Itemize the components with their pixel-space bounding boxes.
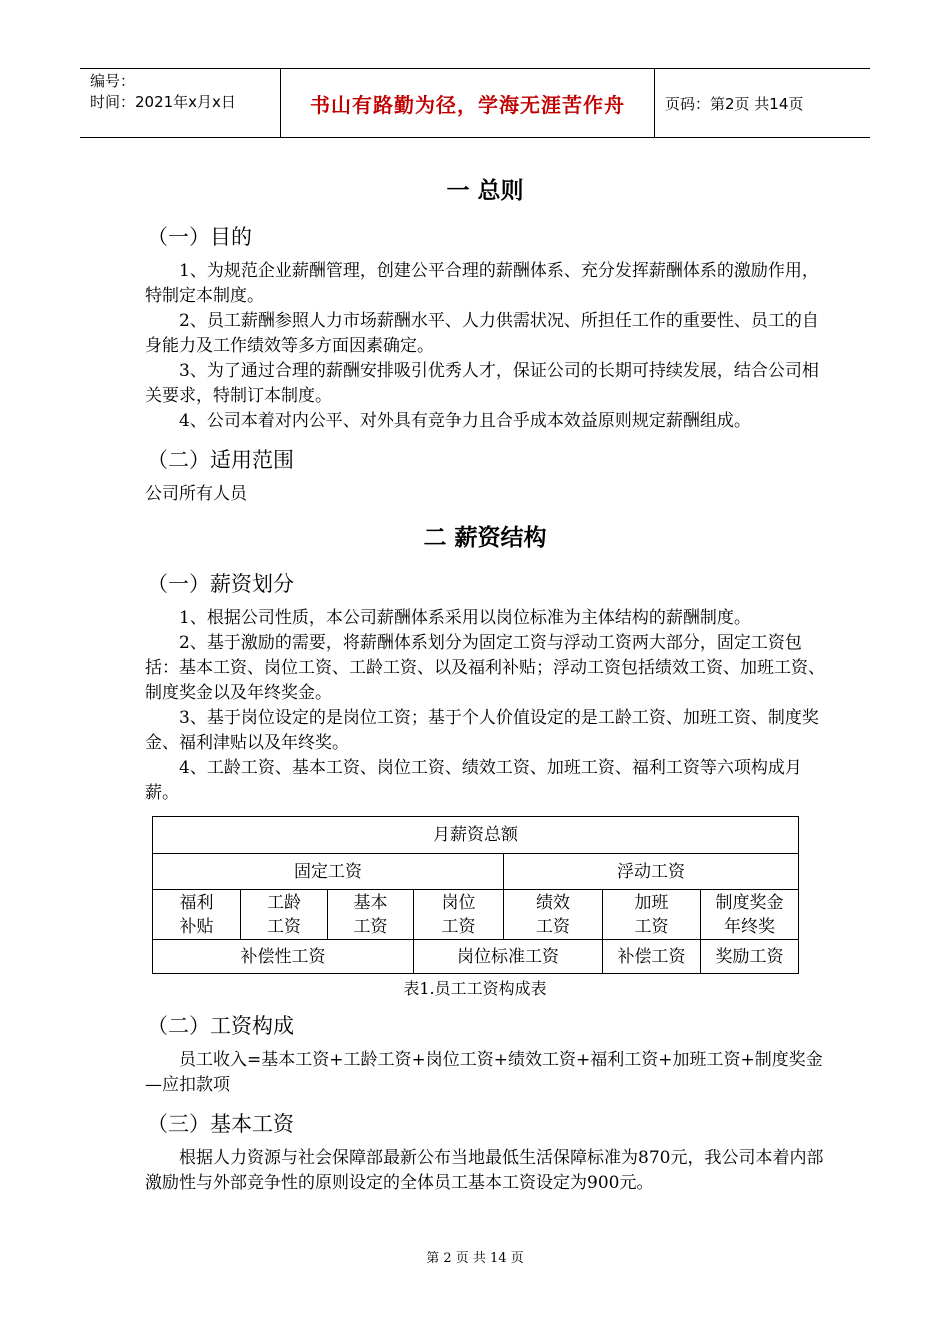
paragraph: 1、根据公司性质，本公司薪酬体系采用以岗位标准为主体结构的薪酬制度。 bbox=[179, 608, 751, 628]
doc-time-label: 时间：2021年x月x日 bbox=[90, 93, 236, 111]
paragraph: 2、基于激励的需要，将薪酬体系划分为固定工资与浮动工资两大部分，固定工资包括：基本工资、岗位工资、工龄工资、以及福利补贴；浮动工资包括绩效工资、加班工资、制度奖金以及年终奖金。 bbox=[145, 633, 825, 703]
header-meta bbox=[80, 69, 281, 137]
table-cell-category: 补偿性工资 bbox=[153, 940, 414, 974]
document-header bbox=[80, 68, 870, 138]
table-cell-category: 奖励工资 bbox=[701, 940, 799, 974]
subsection-title-salary-division: （一）薪资划分 bbox=[147, 572, 294, 596]
section-title-salary-structure: 二 薪资结构 bbox=[423, 525, 547, 551]
table-header-total: 月薪资总额 bbox=[153, 817, 799, 854]
table-cell-item: 制度奖金 年终奖 bbox=[701, 890, 799, 940]
subsection-title-scope: （二）适用范围 bbox=[147, 448, 294, 472]
doc-number-label: 编号： bbox=[90, 72, 136, 90]
table-cell-item: 绩效 工资 bbox=[504, 890, 603, 940]
paragraph: 员工收入=基本工资+工龄工资+岗位工资+绩效工资+福利工资+加班工资+制度奖金—应扣款项 bbox=[145, 1050, 823, 1095]
document-body bbox=[145, 160, 825, 806]
subsection-title-salary-composition: （二）工资构成 bbox=[147, 1014, 294, 1038]
table-cell-item: 基本 工资 bbox=[328, 890, 414, 940]
document-body-continued bbox=[145, 1010, 825, 1196]
section-title-general: 一 总则 bbox=[446, 178, 524, 204]
table-cell-item: 加班 工资 bbox=[603, 890, 701, 940]
table-cell-item: 工龄 工资 bbox=[241, 890, 328, 940]
table-header-fixed: 固定工资 bbox=[153, 854, 504, 890]
paragraph: 2、员工薪酬参照人力市场薪酬水平、人力供需状况、所担任工作的重要性、员工的自身能力及工作绩效等多方面因素确定。 bbox=[145, 311, 819, 356]
table-cell-item: 福利 补贴 bbox=[153, 890, 241, 940]
paragraph: 1、为规范企业薪酬管理，创建公平合理的薪酬体系、充分发挥薪酬体系的激励作用，特制定本制度。 bbox=[145, 261, 819, 306]
subsection-title-purpose: （一）目的 bbox=[147, 225, 252, 249]
page-footer: 第 2 页 共 14 页 bbox=[426, 1251, 524, 1266]
header-motto: 书山有路勤为径，学海无涯苦作舟 bbox=[281, 69, 655, 137]
paragraph: 根据人力资源与社会保障部最新公布当地最低生活保障标准为870元，我公司本着内部激励性与外部竞争性的原则设定的全体员工基本工资设定为900元。 bbox=[145, 1148, 824, 1193]
table-caption: 表1.员工工资构成表 bbox=[403, 979, 547, 998]
paragraph: 3、为了通过合理的薪酬安排吸引优秀人才，保证公司的长期可持续发展，结合公司相关要求，特制订本制度。 bbox=[145, 361, 819, 406]
paragraph: 4、工龄工资、基本工资、岗位工资、绩效工资、加班工资、福利工资等六项构成月薪。 bbox=[145, 758, 802, 803]
subsection-title-basic-salary: （三）基本工资 bbox=[147, 1112, 294, 1136]
paragraph: 4、公司本着对内公平、对外具有竞争力且合乎成本效益原则规定薪酬组成。 bbox=[179, 411, 751, 431]
paragraph: 3、基于岗位设定的是岗位工资；基于个人价值设定的是工龄工资、加班工资、制度奖金、福利津贴以及年终奖。 bbox=[145, 708, 819, 753]
table-header-floating: 浮动工资 bbox=[504, 854, 799, 890]
table-cell-category: 岗位标准工资 bbox=[414, 940, 603, 974]
table-cell-item: 岗位 工资 bbox=[414, 890, 504, 940]
table-cell-category: 补偿工资 bbox=[603, 940, 701, 974]
salary-composition-table bbox=[152, 816, 799, 974]
header-page-number: 页码：第2页 共14页 bbox=[665, 94, 804, 113]
paragraph: 公司所有人员 bbox=[145, 484, 247, 504]
